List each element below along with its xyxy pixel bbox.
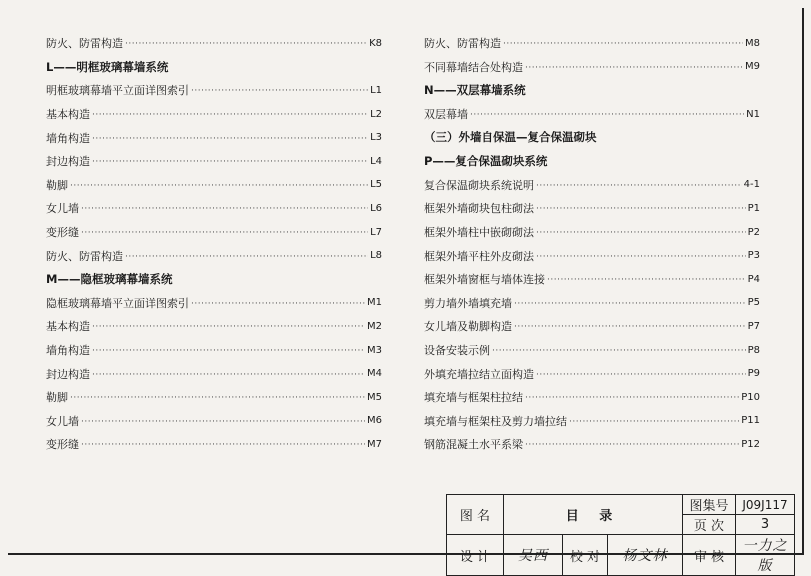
toc-page-number: L5 xyxy=(370,179,382,191)
toc-entry xyxy=(424,174,760,198)
toc-leader-dots xyxy=(569,418,739,427)
toc-entry xyxy=(424,32,760,56)
toc-entry xyxy=(46,339,382,363)
toc-entry xyxy=(424,386,760,410)
toc-title: （三）外墙自保温—复合保温砌块 xyxy=(424,130,597,145)
toc-page-number: M9 xyxy=(745,61,760,73)
toc-entry xyxy=(424,410,760,434)
toc-leader-dots xyxy=(525,441,739,450)
toc-leader-dots xyxy=(536,229,746,238)
toc-title: 明框玻璃幕墙平立面详图索引 xyxy=(46,84,189,98)
toc-leader-dots xyxy=(92,371,365,380)
toc-entry xyxy=(46,315,382,339)
toc-title: 钢筋混凝土水平系梁 xyxy=(424,438,523,452)
toc-page-number: L2 xyxy=(370,108,382,120)
toc-entry xyxy=(46,221,382,245)
toc-leader-dots xyxy=(125,253,368,262)
toc-title: 基本构造 xyxy=(46,320,90,334)
toc-title: 外填充墙拉结立面构造 xyxy=(424,367,534,381)
toc-page-number: L6 xyxy=(370,202,382,214)
toc-page-number: M1 xyxy=(367,297,382,309)
toc-page-number: M7 xyxy=(367,438,382,450)
toc-entry xyxy=(424,315,760,339)
toc-leader-dots xyxy=(514,323,746,332)
toc-entry xyxy=(46,126,382,150)
toc-entry xyxy=(424,56,760,80)
toc-title: 框架外墙平柱外皮砌法 xyxy=(424,249,534,263)
toc-page-number: L4 xyxy=(370,155,382,167)
toc-page-number: P11 xyxy=(741,415,760,427)
toc-entry xyxy=(46,386,382,410)
design-label: 设 计 xyxy=(447,535,504,576)
toc-leader-dots xyxy=(70,394,365,403)
toc-title: 防火、防雷构造 xyxy=(46,37,123,51)
toc-title: M——隐框玻璃幕墙系统 xyxy=(46,271,173,286)
toc-entry xyxy=(46,79,382,103)
toc-leader-dots xyxy=(92,135,368,144)
toc-entry xyxy=(424,433,760,457)
toc-leader-dots xyxy=(536,371,746,380)
toc-title: P——复合保温砌块系统 xyxy=(424,154,548,169)
toc-title: 双层幕墙 xyxy=(424,108,468,122)
toc-page-number: M5 xyxy=(367,391,382,403)
toc-page-number: L8 xyxy=(370,250,382,262)
toc-leader-dots xyxy=(125,40,367,49)
toc-left-column xyxy=(46,32,382,457)
toc-leader-dots xyxy=(525,64,743,73)
toc-page-number: P5 xyxy=(747,297,760,309)
toc-title: 女儿墙及勒脚构造 xyxy=(424,320,512,334)
check-signature: 杨文林 xyxy=(608,535,683,576)
toc-entry xyxy=(46,362,382,386)
toc-entry xyxy=(424,292,760,316)
review-label: 审 核 xyxy=(683,535,736,576)
toc-page-number: M3 xyxy=(367,344,382,356)
toc-entry xyxy=(424,339,760,363)
toc-leader-dots xyxy=(81,418,365,427)
toc-title: 防火、防雷构造 xyxy=(46,249,123,263)
toc-right-column xyxy=(424,32,760,457)
toc-leader-dots xyxy=(92,347,365,356)
toc-title: 填充墙与框架柱拉结 xyxy=(424,391,523,405)
toc-title: 框架外墙柱中嵌砌砌法 xyxy=(424,226,534,240)
toc-title: 框架外墙砌块包柱砌法 xyxy=(424,202,534,216)
toc-entry xyxy=(46,150,382,174)
toc-title: 墙角构造 xyxy=(46,131,90,145)
toc-title: 墙角构造 xyxy=(46,344,90,358)
toc-entry xyxy=(424,268,760,292)
toc-title: L——明框玻璃幕墙系统 xyxy=(46,59,169,74)
toc-page-number: P7 xyxy=(747,320,760,332)
toc-entry xyxy=(46,103,382,127)
toc-page-number: P8 xyxy=(747,344,760,356)
check-label: 校 对 xyxy=(563,535,608,576)
toc-page-number: L7 xyxy=(370,226,382,238)
toc-title: 变形缝 xyxy=(46,438,79,452)
toc-leader-dots xyxy=(191,87,368,96)
toc-section-heading xyxy=(46,56,382,80)
toc-title: 勒脚 xyxy=(46,178,68,192)
design-signature: 吴西 xyxy=(504,535,563,576)
page-number: 3 xyxy=(736,515,795,535)
toc-leader-dots xyxy=(470,111,744,120)
toc-title: 女儿墙 xyxy=(46,414,79,428)
toc-title: 不同幕墙结合处构造 xyxy=(424,60,523,74)
toc-leader-dots xyxy=(81,441,365,450)
toc-leader-dots xyxy=(92,111,368,120)
toc-leader-dots xyxy=(503,40,743,49)
toc-title: 复合保温砌块系统说明 xyxy=(424,178,534,192)
toc-section-heading xyxy=(424,126,760,150)
toc-entry xyxy=(46,433,382,457)
toc-leader-dots xyxy=(492,347,746,356)
toc-title: 隐框玻璃幕墙平立面详图索引 xyxy=(46,296,189,310)
toc-page-number: P1 xyxy=(747,202,760,214)
toc-leader-dots xyxy=(81,205,368,214)
toc-page-number: M6 xyxy=(367,415,382,427)
toc-title: 剪力墙外墙填充墙 xyxy=(424,296,512,310)
atlas-no: J09J117 xyxy=(736,495,795,515)
toc-entry xyxy=(46,410,382,434)
toc-section-heading xyxy=(424,79,760,103)
toc-section-heading xyxy=(46,268,382,292)
toc-title: 防火、防雷构造 xyxy=(424,37,501,51)
toc-title: 封边构造 xyxy=(46,367,90,381)
drawing-name-label: 图 名 xyxy=(447,495,504,535)
toc-page-number: P3 xyxy=(747,250,760,262)
toc-page-number: L3 xyxy=(370,132,382,144)
review-signature: 一力之版 xyxy=(736,535,795,576)
toc-page-number: P9 xyxy=(747,368,760,380)
toc-title: 基本构造 xyxy=(46,108,90,122)
toc-entry xyxy=(424,362,760,386)
toc-leader-dots xyxy=(92,323,365,332)
toc-leader-dots xyxy=(536,182,742,191)
toc-leader-dots xyxy=(547,276,746,285)
toc-page-number: P2 xyxy=(747,226,760,238)
toc-title: 勒脚 xyxy=(46,391,68,405)
toc-leader-dots xyxy=(514,300,746,309)
toc-page-number: M8 xyxy=(745,37,760,49)
toc-leader-dots xyxy=(525,394,739,403)
toc-title: 变形缝 xyxy=(46,226,79,240)
toc-entry xyxy=(424,103,760,127)
toc-leader-dots xyxy=(536,253,746,262)
toc-entry xyxy=(46,292,382,316)
toc-leader-dots xyxy=(92,158,368,167)
toc-entry xyxy=(46,244,382,268)
toc-entry xyxy=(424,197,760,221)
atlas-no-label: 图集号 xyxy=(683,495,736,515)
toc-entry xyxy=(46,197,382,221)
toc-title: 框架外墙窗框与墙体连接 xyxy=(424,273,545,287)
toc-page-number: P10 xyxy=(741,391,760,403)
toc-page-number: K8 xyxy=(369,37,382,49)
toc-page-number: 4-1 xyxy=(743,179,760,191)
toc-title: 设备安装示例 xyxy=(424,344,490,358)
toc-leader-dots xyxy=(70,182,368,191)
toc-leader-dots xyxy=(81,229,368,238)
drawing-name: 目 录 xyxy=(504,495,683,535)
page-label: 页 次 xyxy=(683,515,736,535)
toc-page-number: P12 xyxy=(741,438,760,450)
toc-title: 填充墙与框架柱及剪力墙拉结 xyxy=(424,414,567,428)
toc-entry xyxy=(424,244,760,268)
toc-page-number: N1 xyxy=(746,108,760,120)
toc-section-heading xyxy=(424,150,760,174)
toc-leader-dots xyxy=(191,300,365,309)
toc-title: N——双层幕墙系统 xyxy=(424,83,526,98)
title-block xyxy=(446,494,795,576)
toc-entry xyxy=(46,174,382,198)
toc-title: 女儿墙 xyxy=(46,202,79,216)
toc-title: 封边构造 xyxy=(46,155,90,169)
toc-entry xyxy=(424,221,760,245)
toc-leader-dots xyxy=(536,205,746,214)
toc-page-number: M2 xyxy=(367,320,382,332)
toc-page-number: P4 xyxy=(747,273,760,285)
toc-page-number: M4 xyxy=(367,368,382,380)
toc-page-number: L1 xyxy=(370,84,382,96)
toc-entry xyxy=(46,32,382,56)
